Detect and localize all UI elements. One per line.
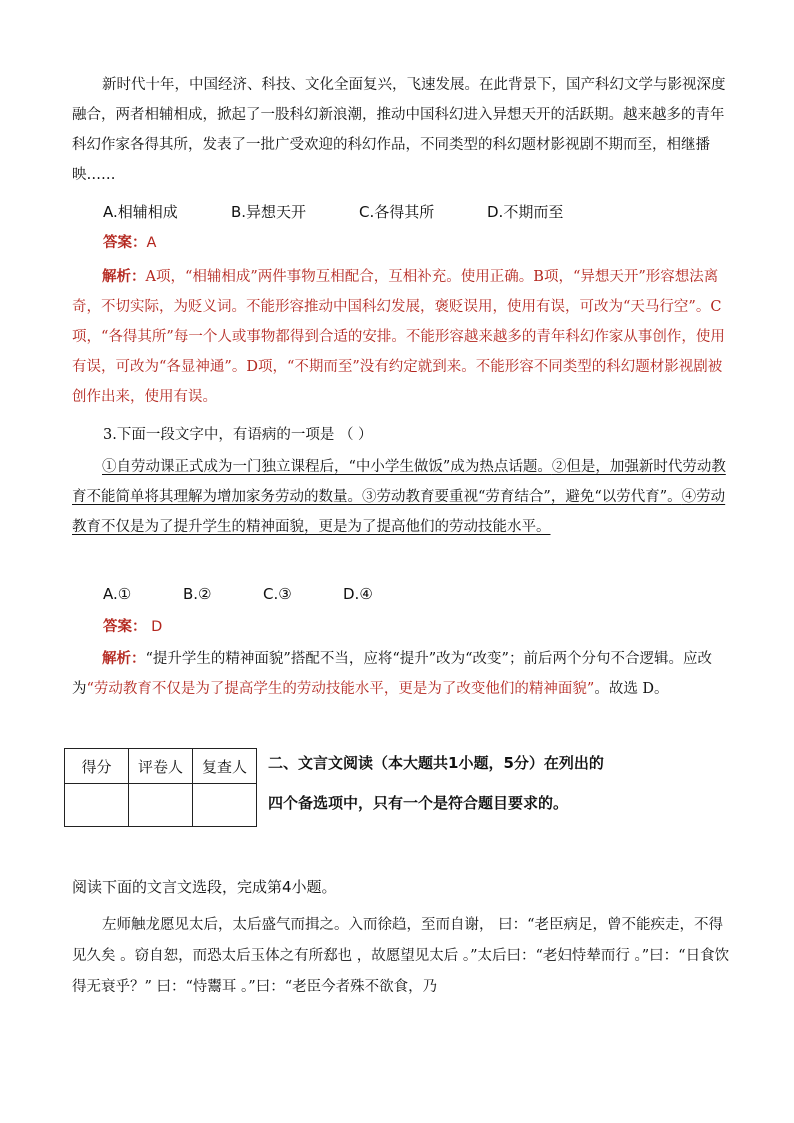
q2-analysis [72,262,732,412]
q3-option-a: A.① [103,585,132,603]
score-cell-reviewer[interactable] [193,784,257,827]
q3-analysis-part3: 。故选 D。 [594,681,669,697]
q2-analysis-text: A项，“相辅相成”两件事物互相配合，互相补充。使用正确。B项，“异想天开”形容想法离奇，不切实际，为贬义词。不能形容推动中国科幻发展，褒贬误用，使用有误，可改为“天马行空”。C项，“各得其所”每一个人或事物都得到合适的安排。不能形容越来越多的青年科幻作家从事创作，使用有误，可改为“各显神通”。D项，“不期而至”没有约定就到来。不能形容不同类型的科幻题材影视剧被创作出来，使用有误。 [72,269,725,405]
q3-option-c: C.③ [263,585,292,603]
q3-sentence-4: ④劳动教育不仅是为了提升学生的精神面貌，更是为了提高他们的劳动技能水平。 [72,489,726,535]
q3-passage [72,452,732,542]
score-cell-grader[interactable] [129,784,193,827]
score-table-input-row [65,784,257,827]
q3-analysis-part2: “劳动教育不仅是为了提高学生的劳动技能水平，更是为了改变他们的精神面貌” [86,681,595,697]
q2-options [103,198,563,226]
section-title-line2: 四个备选项中，只有一个是符合题目要求的。 [268,794,569,812]
passage-text: 新时代十年，中国经济、科技、文化全面复兴，飞速发展。在此背景下，国产科幻文学与影视深度融合，两者相辅相成，掀起了一股科幻新浪潮，推动中国科幻进入异想天开的活跃期。越来越多的青年科幻作家各得其所，发表了一批广受欢迎的科幻作品，不同类型的科幻题材影视剧不期而至，相继播映…… [72,77,726,183]
q2-answer-value: A [146,235,157,251]
score-header-grader: 评卷人 [129,749,193,784]
q3-sentence-2: ②但是，加强新时代劳动教育不能简单将其理解为增加家务劳动的数量。 [72,459,726,505]
section-title-line1: 二、文言文阅读（本大题共1小题，5分）在列出的 [268,754,604,772]
q2-option-b: B.异想天开 [231,203,307,221]
q2-option-c: C.各得其所 [359,203,435,221]
q2-analysis-label: 解析： [102,268,146,285]
score-cell-score[interactable] [65,784,129,827]
reading-passage: 左师触龙愿见太后，太后盛气而揖之。入而徐趋，至而自谢， 曰：“老臣病足，曾不能疾走，不得见久矣 。窃自恕，而恐太后玉体之有所郄也 ，故愿望见太后 。”太后曰：“老妇恃辇而行 。”曰：“日食饮得无衰乎？” 曰：“恃鬻耳 。”曰：“老臣今者殊不欲食，乃 [72,917,730,995]
q3-option-b: B.② [183,585,212,603]
score-header-score: 得分 [65,749,129,784]
reading-instruction: 阅读下面的文言文选段，完成第4小题。 [72,878,337,896]
q3-answer [103,612,723,642]
q3-analysis-label: 解析： [102,650,146,667]
score-header-reviewer: 复查人 [193,749,257,784]
q3-option-d: D.④ [343,585,373,603]
q2-option-d: D.不期而至 [487,203,564,221]
q3-sentence-3: ③劳动教育要重视“劳育结合”，避免“以劳代育”。 [362,489,682,505]
q3-sentence-1: ①自劳动课正式成为一门独立课程后，“中小学生做饭”成为热点话题。 [102,459,552,475]
q3-answer-label: 答案： [103,618,147,635]
score-table-header-row [65,749,257,784]
q3-analysis-part1: “提升学生的精神面貌”搭配不当，应将“提升”改为“改变”；前后两个分句不合逻辑。应改为 [72,651,712,697]
q3-answer-value: D [146,619,163,635]
q3-stem: 3.下面一段文字中，有语病的一项是 （ ） [103,427,373,443]
score-table [64,748,257,827]
q2-answer [103,228,723,258]
q2-option-a: A.相辅相成 [103,203,178,221]
q3-analysis [72,644,732,704]
q2-answer-label: 答案： [103,234,147,251]
q3-options [103,580,373,608]
